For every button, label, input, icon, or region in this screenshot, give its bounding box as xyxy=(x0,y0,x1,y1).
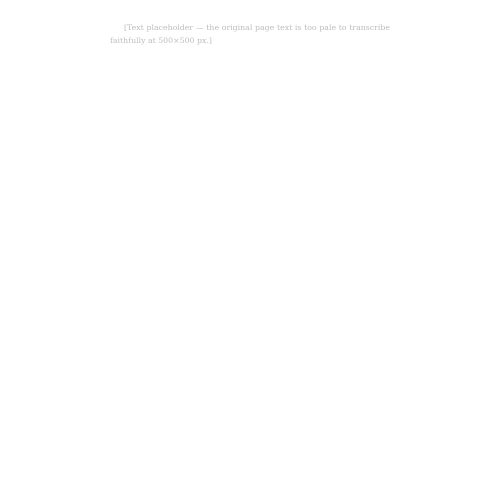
body-text xyxy=(110,22,390,468)
paragraph: [Text placeholder — the original page text is too pale to transcribe faithfully at 500×500 px.] xyxy=(110,23,390,45)
